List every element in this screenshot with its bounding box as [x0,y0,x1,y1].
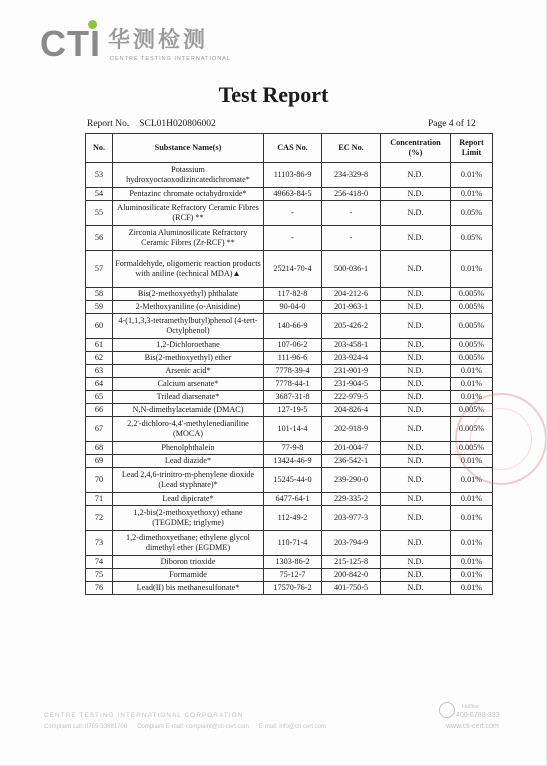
footer-complaint-call: Complaint call: 0755-33681700 [44,724,128,730]
cell-ec-no: 203-458-1 [322,339,381,352]
page-number: Page 4 of 12 [428,119,476,129]
cell-concentration: N.D. [381,163,451,188]
cell-ec-no: 401-750-5 [322,582,381,595]
table-row [86,455,493,468]
cell-report-limit: 0.01% [451,455,493,468]
cell-concentration: N.D. [381,442,451,455]
header-report-limit: Report Limit [451,134,493,163]
cell-cas-no: 112-49-2 [264,506,322,531]
table-row [86,391,493,404]
cell-ec-no: 222-979-5 [322,391,381,404]
page-title: Test Report [218,82,329,107]
cell-no: 72 [86,506,113,531]
cell-concentration: N.D. [381,417,451,442]
cell-concentration: N.D. [381,582,451,595]
cell-substance-name: Lead dipicrate* [113,493,264,506]
cell-substance-name: 2,2'-dichloro-4,4'-methylenedianiline (MOCA) [113,417,264,442]
cell-ec-no: 239-290-0 [322,468,381,493]
cell-substance-name: Formamide [113,569,264,582]
cell-ec-no: 215-125-8 [322,556,381,569]
table-row [86,404,493,417]
cell-ec-no: 229-335-2 [322,493,381,506]
company-stamp-inner-ring [470,408,532,470]
cell-no: 61 [86,339,113,352]
cell-report-limit: 0.05% [451,226,493,251]
cell-no: 67 [86,417,113,442]
cell-report-limit: 0.01% [451,251,493,288]
cell-substance-name: 1,2-dimethoxyethane; ethylene glycol dimethyl ether (EGDME) [113,531,264,556]
cell-concentration: N.D. [381,468,451,493]
cell-concentration: N.D. [381,226,451,251]
cell-ec-no: 201-004-7 [322,442,381,455]
cell-concentration: N.D. [381,378,451,391]
hotline-phone-icon [439,702,455,718]
cell-cas-no: 111-96-6 [264,352,322,365]
cell-substance-name: N,N-dimethylacetamide (DMAC) [113,404,264,417]
cell-ec-no: 204-826-4 [322,404,381,417]
cell-ec-no: 205-426-2 [322,314,381,339]
table-header-row [86,134,493,163]
cell-ec-no: - [322,226,381,251]
footer-company: CENTRE TESTING INTERNATIONAL CORPORATION [44,712,244,719]
cell-report-limit: 0.01% [451,556,493,569]
cell-report-limit: 0.01% [451,582,493,595]
cell-substance-name: Formaldehyde, oligomeric reaction products with aniline (technical MDA)▲ [113,251,264,288]
cell-substance-name: Bis(2-methoxyethyl) ether [113,352,264,365]
cell-report-limit: 0.01% [451,468,493,493]
cell-report-limit: 0.01% [451,365,493,378]
cell-report-limit: 0.005% [451,417,493,442]
cell-report-limit: 0.005% [451,288,493,301]
cell-no: 54 [86,188,113,201]
cell-concentration: N.D. [381,251,451,288]
cell-report-limit: 0.01% [451,493,493,506]
cell-cas-no: 90-04-0 [264,301,322,314]
cell-report-limit: 0.05% [451,201,493,226]
report-number [87,119,216,129]
cell-cas-no: 1303-86-2 [264,556,322,569]
cell-no: 68 [86,442,113,455]
cell-concentration: N.D. [381,391,451,404]
cell-report-limit: 0.01% [451,506,493,531]
footer-complaint-email: Complaint E-mail: complaint@cti-cert.com [137,724,249,730]
cell-no: 75 [86,569,113,582]
cell-concentration: N.D. [381,493,451,506]
cell-report-limit: 0.005% [451,442,493,455]
cell-substance-name: Pentazinc chromate octahydroxide* [113,188,264,201]
cell-substance-name: Lead(II) bis methanesulfonate* [113,582,264,595]
cell-ec-no: 203-977-3 [322,506,381,531]
logo-chinese-text: 华测检测 [108,28,209,53]
header-concentration: Concentration (%) [381,134,451,163]
cell-no: 74 [86,556,113,569]
cell-cas-no: 15245-44-0 [264,468,322,493]
cell-ec-no: - [322,201,381,226]
cell-substance-name: Aluminosilicate Refractory Ceramic Fibres (RCF) ** [113,201,264,226]
footer-hotline-label: Hotline [462,704,480,710]
logo-cti-text: CTI [40,23,101,64]
cell-concentration: N.D. [381,201,451,226]
cell-concentration: N.D. [381,506,451,531]
cell-no: 62 [86,352,113,365]
cell-cas-no: 101-14-4 [264,417,322,442]
cell-no: 55 [86,201,113,226]
cell-cas-no: 75-12-7 [264,569,322,582]
cell-substance-name: 1,2-Dichloroethane [113,339,264,352]
cell-cas-no: 17570-76-2 [264,582,322,595]
cell-report-limit: 0.005% [451,301,493,314]
cell-cas-no: 110-71-4 [264,531,322,556]
table-row [86,301,493,314]
report-number-value: SCL01H020806002 [139,119,216,129]
cell-ec-no: 203-924-4 [322,352,381,365]
table-row [86,251,493,288]
cell-cas-no: 140-66-9 [264,314,322,339]
cell-ec-no: 202-918-9 [322,417,381,442]
cell-no: 60 [86,314,113,339]
cell-no: 53 [86,163,113,188]
cell-cas-no: 7778-44-1 [264,378,322,391]
cell-no: 76 [86,582,113,595]
cell-cas-no: 6477-64-1 [264,493,322,506]
cell-substance-name: 1,2-bis(2-methoxyethoxy) ethane (TEGDME; triglyme) [113,506,264,531]
cell-substance-name: Diboron trioxide [113,556,264,569]
cell-report-limit: 0.01% [451,569,493,582]
cell-substance-name: Zirconia Aluminosilicate Refractory Ceramic Fibres (Zr-RCF) ** [113,226,264,251]
cell-substance-name: Lead diazide* [113,455,264,468]
cell-ec-no: 203-794-9 [322,531,381,556]
cell-report-limit: 0.005% [451,314,493,339]
substance-table [85,133,493,595]
cell-substance-name: Lead 2,4,6-trinitro-m-phenylene dioxide (Lead styphnate)* [113,468,264,493]
cell-report-limit: 0.01% [451,391,493,404]
footer-website: www.cti-cert.com [446,723,499,730]
cell-concentration: N.D. [381,556,451,569]
cell-substance-name: Potassium hydroxyoctaoxodizincatedichromate* [113,163,264,188]
cell-report-limit: 0.01% [451,163,493,188]
cell-concentration: N.D. [381,339,451,352]
table-row [86,314,493,339]
cell-concentration: N.D. [381,314,451,339]
cell-ec-no: 204-212-6 [322,288,381,301]
cell-no: 70 [86,468,113,493]
cell-cas-no: 117-82-8 [264,288,322,301]
cell-concentration: N.D. [381,455,451,468]
cell-cas-no: 25214-70-4 [264,251,322,288]
cell-no: 57 [86,251,113,288]
cell-cas-no: 11103-86-9 [264,163,322,188]
cell-cas-no: - [264,201,322,226]
cell-ec-no: 236-542-1 [322,455,381,468]
table-row [86,556,493,569]
header-substance-name: Substance Name(s) [113,134,264,163]
cell-concentration: N.D. [381,404,451,417]
table-row [86,288,493,301]
cell-report-limit: 0.005% [451,404,493,417]
cell-ec-no: 231-901-9 [322,365,381,378]
table-row [86,352,493,365]
cell-concentration: N.D. [381,188,451,201]
cell-concentration: N.D. [381,569,451,582]
table-row [86,417,493,442]
cell-substance-name: 2-Methoxyaniline (o-Anisidine) [113,301,264,314]
table-row [86,569,493,582]
cell-no: 58 [86,288,113,301]
cell-cas-no: 7778-39-4 [264,365,322,378]
cell-ec-no: 234-329-8 [322,163,381,188]
cell-report-limit: 0.005% [451,352,493,365]
cell-cas-no: 13424-46-9 [264,455,322,468]
cell-no: 71 [86,493,113,506]
cell-concentration: N.D. [381,288,451,301]
cell-no: 73 [86,531,113,556]
cell-no: 69 [86,455,113,468]
cell-report-limit: 0.01% [451,531,493,556]
footer-contact-line [44,724,326,730]
table-row [86,493,493,506]
cell-substance-name: Bis(2-methoxyethyl) phthalate [113,288,264,301]
cell-no: 63 [86,365,113,378]
header-no: No. [86,134,113,163]
header-ec-no: EC No. [322,134,381,163]
cell-no: 59 [86,301,113,314]
logo-english-text: CENTRE TESTING INTERNATIONAL [110,56,232,62]
cell-cas-no: 107-06-2 [264,339,322,352]
table-row [86,339,493,352]
cell-ec-no: 231-904-5 [322,378,381,391]
report-number-label: Report No. [87,119,130,129]
cell-ec-no: 256-418-0 [322,188,381,201]
table-row [86,378,493,391]
cell-ec-no: 201-963-1 [322,301,381,314]
cell-ec-no: 200-842-0 [322,569,381,582]
cell-substance-name: Trilead diarsenate* [113,391,264,404]
cell-concentration: N.D. [381,365,451,378]
cell-no: 65 [86,391,113,404]
header-cas-no: CAS No. [264,134,322,163]
table-row [86,226,493,251]
cell-concentration: N.D. [381,352,451,365]
cell-cas-no: 127-19-5 [264,404,322,417]
footer-hotline: 400-6788-333 [456,712,500,719]
table-body [86,163,493,595]
cell-ec-no: 500-036-1 [322,251,381,288]
cell-substance-name: 4-(1,1,3,3-tetramethylbutyl)phenol (4-tert-Octylphenol) [113,314,264,339]
cell-cas-no: - [264,226,322,251]
cell-cas-no: 3687-31-8 [264,391,322,404]
cell-report-limit: 0.01% [451,188,493,201]
cell-no: 64 [86,378,113,391]
cell-report-limit: 0.005% [451,339,493,352]
cell-cas-no: 49663-84-5 [264,188,322,201]
table-row [86,582,493,595]
table-row [86,531,493,556]
cell-concentration: N.D. [381,301,451,314]
cell-substance-name: Phenolphthalein [113,442,264,455]
table-row [86,468,493,493]
cell-substance-name: Arsenic acid* [113,365,264,378]
table-row [86,365,493,378]
table-row [86,188,493,201]
cell-report-limit: 0.01% [451,378,493,391]
table-row [86,506,493,531]
cell-no: 66 [86,404,113,417]
table-row [86,163,493,188]
cell-substance-name: Calcium arsenate* [113,378,264,391]
footer-email: E-mail: info@cti-cert.com [258,724,326,730]
cell-no: 56 [86,226,113,251]
table-row [86,201,493,226]
cell-concentration: N.D. [381,531,451,556]
table-row [86,442,493,455]
cell-cas-no: 77-9-8 [264,442,322,455]
